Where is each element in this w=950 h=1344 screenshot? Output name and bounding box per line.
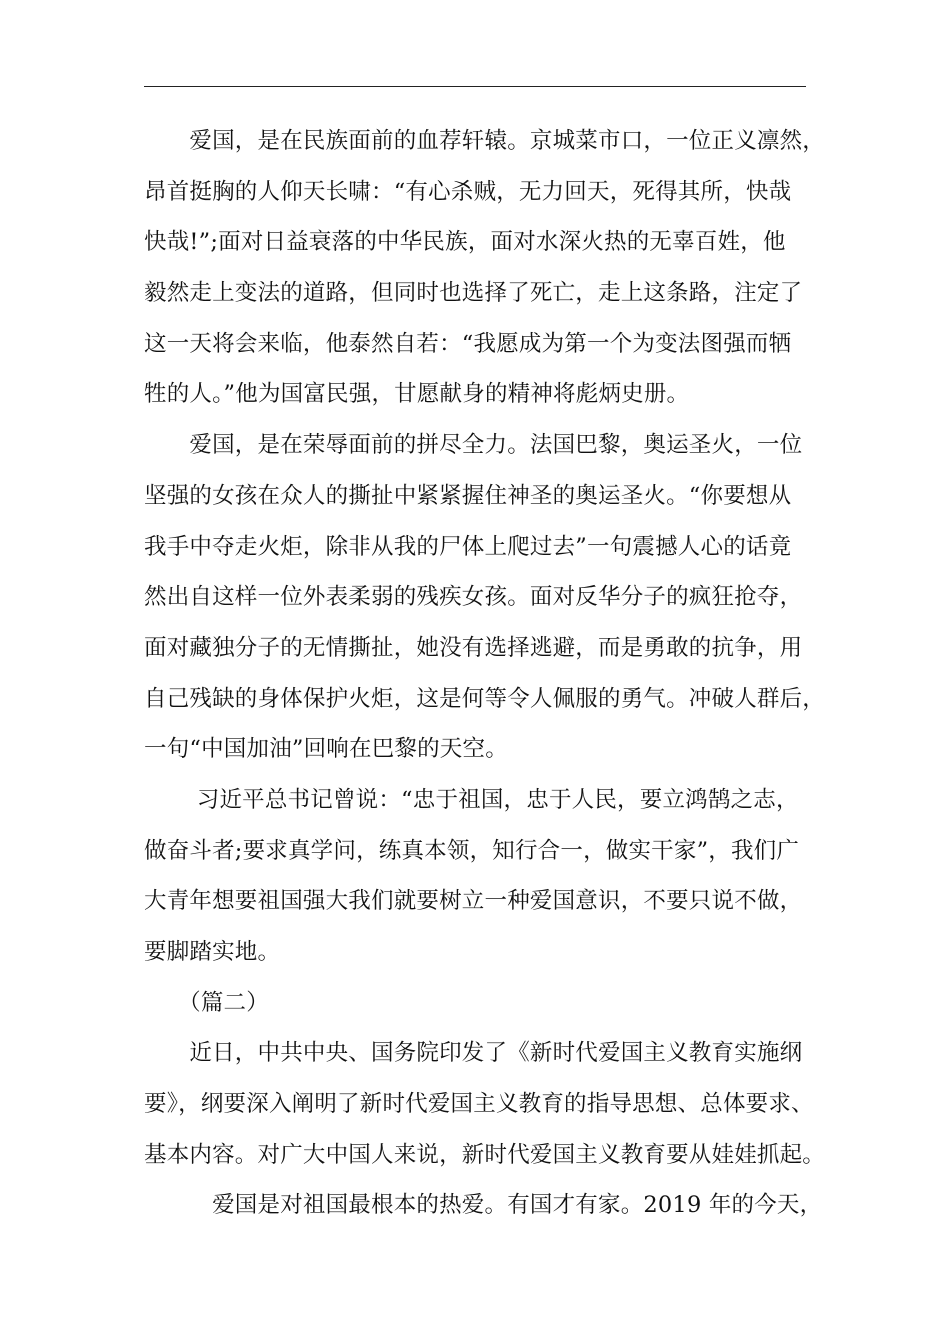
text-line: 要》，纲要深入阐明了新时代爱国主义教育的指导思想、总体要求、	[144, 1091, 814, 1118]
text-line: 自己残缺的身体保护火炬，这是何等令人佩服的勇气。冲破人群后，	[144, 685, 826, 712]
text-line: 坚强的女孩在众人的撕扯中紧紧握住神圣的奥运圣火。“你要想从	[144, 482, 792, 509]
text-line: 牲的人。”他为国富民强，甘愿献身的精神将彪炳史册。	[144, 381, 690, 408]
text-line: 然出自这样一位外表柔弱的残疾女孩。面对反华分子的疯狂抢夺，	[144, 584, 803, 611]
text-line: 我手中夺走火炬，除非从我的尸体上爬过去”一句震撼人心的话竟	[144, 533, 792, 560]
text-line: 昂首挺胸的人仰天长啸：“有心杀贼，无力回天，死得其所，快哉	[144, 178, 792, 205]
text-line: 这一天将会来临，他泰然自若：“我愿成为第一个为变法图强而牺	[144, 330, 792, 357]
text-line: 毅然走上变法的道路，但同时也选择了死亡，走上这条路，注定了	[144, 280, 803, 307]
text-line: 快哉!”;面对日益衰落的中华民族，面对水深火热的无辜百姓，他	[144, 229, 786, 256]
text-line: 近日，中共中央、国务院印发了《新时代爱国主义教育实施纲	[144, 1040, 803, 1067]
text-line: 爱国，是在荣辱面前的拼尽全力。法国巴黎，奥运圣火，一位	[144, 432, 803, 459]
header-rule	[144, 86, 806, 87]
text-line: 基本内容。对广大中国人来说，新时代爱国主义教育要从娃娃抓起。	[144, 1141, 826, 1168]
text-line: 一句“中国加油”回响在巴黎的天空。	[144, 736, 508, 763]
text-line: 做奋斗者;要求真学问，练真本领，知行合一，做实干家”，我们广	[144, 837, 800, 864]
text-line: 爱国，是在民族面前的血荐轩辕。京城菜市口，一位正义凛然，	[144, 128, 826, 154]
text-line: 要脚踏实地。	[144, 939, 281, 965]
text-line: 爱国是对祖国最根本的热爱。有国才有家。2019 年的今天，	[144, 1192, 823, 1219]
section-heading: （篇二）	[144, 989, 269, 1016]
text-line: 面对藏独分子的无情撕扯，她没有选择逃避，而是勇敢的抗争，用	[144, 634, 803, 661]
body-text	[144, 116, 824, 1231]
text-line: 习近平总书记曾说：“忠于祖国，忠于人民，要立鸿鹄之志，	[144, 786, 799, 813]
text-line: 大青年想要祖国强大我们就要树立一种爱国意识，不要只说不做，	[144, 888, 803, 915]
